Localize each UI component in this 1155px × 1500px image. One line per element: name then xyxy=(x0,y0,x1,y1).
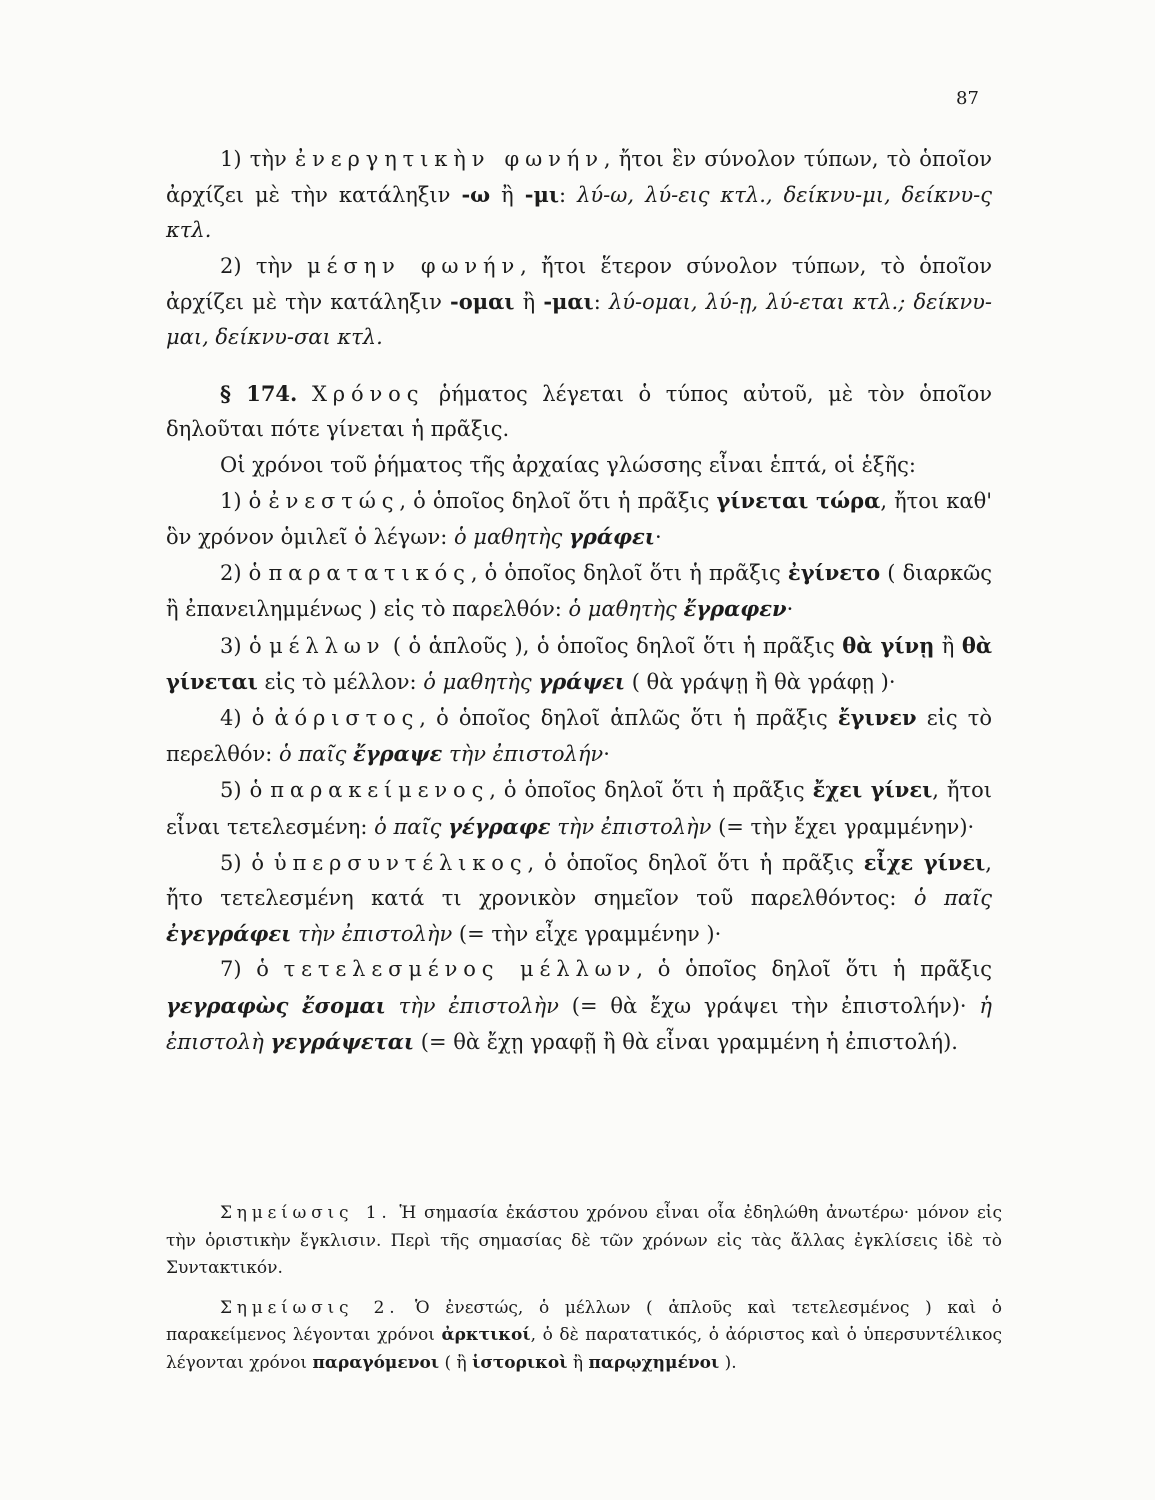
tense-pluperfect: 5) ὁ ὑπερσυντέλικος, ὁ ὁποῖος δηλοῖ ὅτι ἡ πρᾶξις εἶχε γίνει, ἤτο τετελεσμένη κατά τι χρονικὸν σημεῖον τοῦ παρελθόντος: ὁ παῖς ἐγεγράφει τὴν ἐπιστολὴν (= τὴν εἶχε γραμμένην )· xyxy=(166,849,993,947)
term: μέσην φωνήν xyxy=(307,253,521,278)
note-1: Σημείωσις 1. Ἡ σημασία ἑκάστου χρόνου εἶναι οἷα ἐδηλώθη ἀνωτέρω· μόνον εἰς τὴν ὁριστικὴν ἔγκλισιν. Περὶ τῆς σημασίας δὲ τῶν χρόνων εἰς τὰς ἄλλας ἐγκλίσεις ἰδὲ τὸ Συντακτικόν. xyxy=(166,1203,1002,1278)
term: ἐνεργητικὴν φωνήν xyxy=(295,147,604,171)
section-number: § 174. xyxy=(220,381,298,407)
tense-present: 1) ὁ ἐνεστώς, ὁ ὁποῖος δηλοῖ ὅτι ἡ πρᾶξις γίνεται τώρα, ἤτοι καθ' ὃν χρόνον ὁμιλεῖ ὁ λέγων: ὁ μαθητὴς γράφει· xyxy=(166,487,992,550)
section-174: § 174. Χρόνος ῥήματος λέγεται ὁ τύπος αὐτοῦ, μὲ τὸν ὁποῖον δηλοῦται πότε γίνεται ἡ πρᾶξις. xyxy=(166,381,992,442)
main-text xyxy=(166,142,992,1060)
voice-active: 1) τὴν ἐνεργητικὴν φωνήν, ἤτοι ἓν σύνολον τύπων, τὸ ὁποῖον ἀρχίζει μὲ τὴν κατάληξιν -ω ἢ -μι: λύ-ω, λύ-εις κτλ., δείκνυ-μι, δείκνυ-ς κτλ. xyxy=(166,147,992,243)
tense-future-perfect: 7) ὁ τετελεσμένος μέλλων, ὁ ὁποῖος δηλοῖ ὅτι ἡ πρᾶξις γεγραφὼς ἔσομαι τὴν ἐπιστολὴν (= θὰ ἔχω γράψει τὴν ἐπιστολήν)· ἡ ἐπιστολὴ γεγράψεται (= θὰ ἔχῃ γραφῇ ἢ θὰ εἶναι γραμμένη ἡ ἐπιστολή). xyxy=(166,957,992,1054)
tenses-intro: Οἱ χρόνοι τοῦ ῥήματος τῆς ἀρχαίας γλώσσης εἶναι ἑπτά, οἱ ἑξῆς: xyxy=(220,452,916,477)
tense-aorist: 4) ὁ ἀόριστος, ὁ ὁποῖος δηλοῖ ἁπλῶς ὅτι ἡ πρᾶξις ἔγινεν εἰς τὸ περελθόν: ὁ παῖς ἔγραψε τὴν ἐπιστολήν· xyxy=(166,705,992,767)
voice-middle: 2) τὴν μέσην φωνήν, ἤτοι ἕτερον σύνολον τύπων, τὸ ὁποῖον ἀρχίζει μὲ τὴν κατάληξιν -ομαι ἢ -μαι: λύ-ομαι, λύ-ῃ, λύ-εται κτλ.; δείκνυ-μαι, δείκνυ-σαι κτλ. xyxy=(166,253,992,350)
tense-perfect: 5) ὁ παρακείμενος, ὁ ὁποῖος δηλοῖ ὅτι ἡ πρᾶξις ἔχει γίνει, ἤτοι εἶναι τετελεσμένη: ὁ παῖς γέγραφε τὴν ἐπιστολὴν (= τὴν ἔχει γραμμένην)· xyxy=(166,777,992,839)
term: Χρόνος xyxy=(311,382,425,407)
note-label: Σημείωσις 2. xyxy=(220,1297,400,1318)
note-label: Σημείωσις 1. xyxy=(220,1203,392,1223)
page-number: 87 xyxy=(956,88,979,109)
tense-future: 3) ὁ μέλλων ( ὁ ἁπλοῦς ), ὁ ὁποῖος δηλοῖ ὅτι ἡ πρᾶξις θὰ γίνῃ ἢ θὰ γίνεται εἰς τὸ μέλλον: ὁ μαθητὴς γράψει ( θὰ γράψῃ ἢ θὰ γράφῃ )· xyxy=(166,632,992,694)
footnotes xyxy=(166,1200,1002,1377)
note-2: Σημείωσις 2. Ὁ ἐνεστώς, ὁ μέλλων ( ἁπλοῦς καὶ τετελεσμένος ) καὶ ὁ παρακείμενος λέγονται χρόνοι ἀρκτικοί, ὁ δὲ παρατατικός, ὁ ἀόριστος καὶ ὁ ὑπερσυντέλικος λέγονται χρόνοι παραγόμενοι ( ἢ ἱστορικοὶ ἢ παρῳχημένοι ). xyxy=(166,1297,1002,1373)
tense-imperfect: 2) ὁ παρατατικός, ὁ ὁποῖος δηλοῖ ὅτι ἡ πρᾶξις ἐγίνετο ( διαρκῶς ἢ ἐπανειλημμένως ) εἰς τὸ παρελθόν: ὁ μαθητὴς ἔγραφεν· xyxy=(166,560,992,622)
